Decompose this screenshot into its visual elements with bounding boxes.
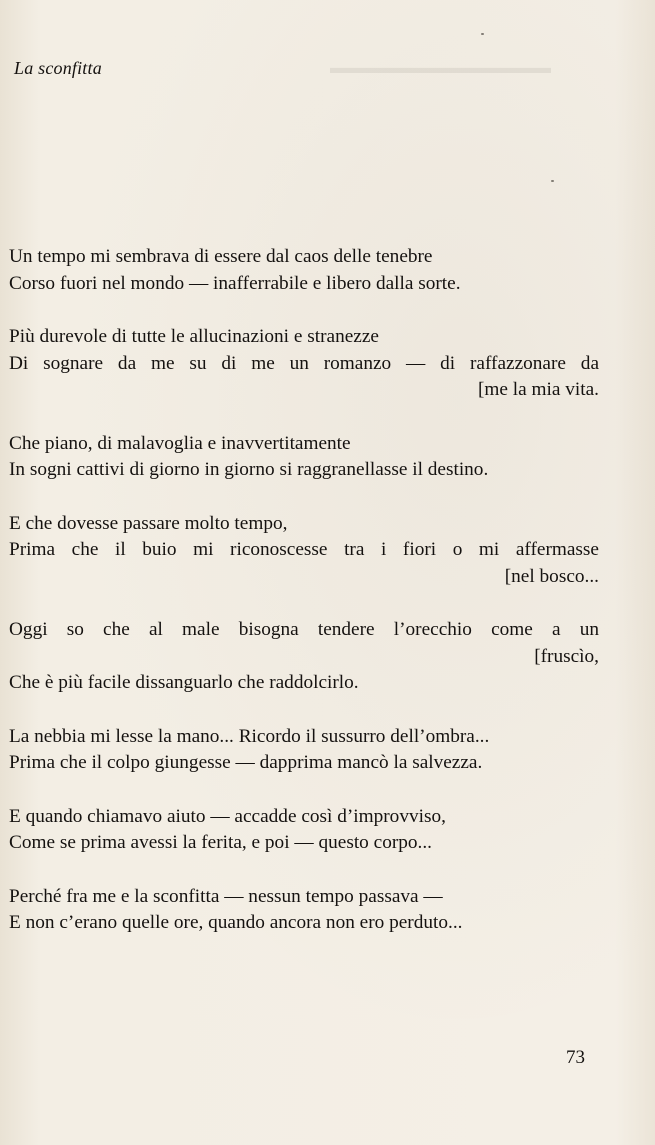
bleed-through-texture: ▬▬▬▬▬▬▬▬▬▬▬▬▬ <box>330 58 551 77</box>
running-title: La sconfitta <box>14 58 102 78</box>
poem-line: E che dovesse passare molto tempo, <box>9 512 288 534</box>
poem-line: E non c’erano quelle ore, quando ancora non ero perduto... <box>9 912 463 933</box>
page-number: 73 <box>566 1047 585 1068</box>
stanza <box>9 324 599 404</box>
poem-line: Che piano, di malavoglia e inavvertitamente <box>9 432 351 454</box>
poem-line: Prima che il buio mi riconoscesse tra i fiori o mi affermasse <box>9 539 599 560</box>
stanza <box>9 431 599 484</box>
poem-line: Di sognare da me su di me un romanzo — di raffazzonare da <box>9 352 599 374</box>
poem-line: In sogni cattivi di giorno in giorno si raggranellasse il destino. <box>9 459 489 480</box>
stanza <box>9 617 599 697</box>
stanza <box>9 511 599 591</box>
stanza <box>9 884 599 937</box>
poem-body <box>9 244 599 964</box>
poem-line-turnover: [fruscìo, <box>534 645 599 667</box>
stanza <box>9 724 599 777</box>
paper-speck <box>551 180 554 182</box>
poem-line: E quando chiamavo aiuto — accadde così d’improvviso, <box>9 805 446 827</box>
poem-line: Un tempo mi sembrava di essere dal caos delle tenebre <box>9 246 433 267</box>
poem-line-turnover: [me la mia vita. <box>478 379 599 400</box>
poem-line: Come se prima avessi la ferita, e poi — questo corpo... <box>9 832 433 853</box>
poem-line: Oggi so che al male bisogna tendere l’orecchio come a un <box>9 619 599 640</box>
stanza <box>9 804 599 857</box>
poem-line: Più durevole di tutte le allucinazioni e stranezze <box>9 326 379 347</box>
poem-line: Prima che il colpo giungesse — dapprima mancò la salvezza. <box>9 752 483 773</box>
poem-line: Corso fuori nel mondo — inafferrabile e libero dalla sorte. <box>9 272 461 294</box>
poem-line-turnover: [nel bosco... <box>504 565 599 587</box>
stanza <box>9 244 599 297</box>
poem-line: La nebbia mi lesse la mano... Ricordo il sussurro dell’ombra... <box>9 725 490 747</box>
poem-line: Che è più facile dissanguarlo che raddolcirlo. <box>9 672 359 693</box>
paper-speck <box>481 33 484 35</box>
poem-line: Perché fra me e la sconfitta — nessun tempo passava — <box>9 885 443 907</box>
